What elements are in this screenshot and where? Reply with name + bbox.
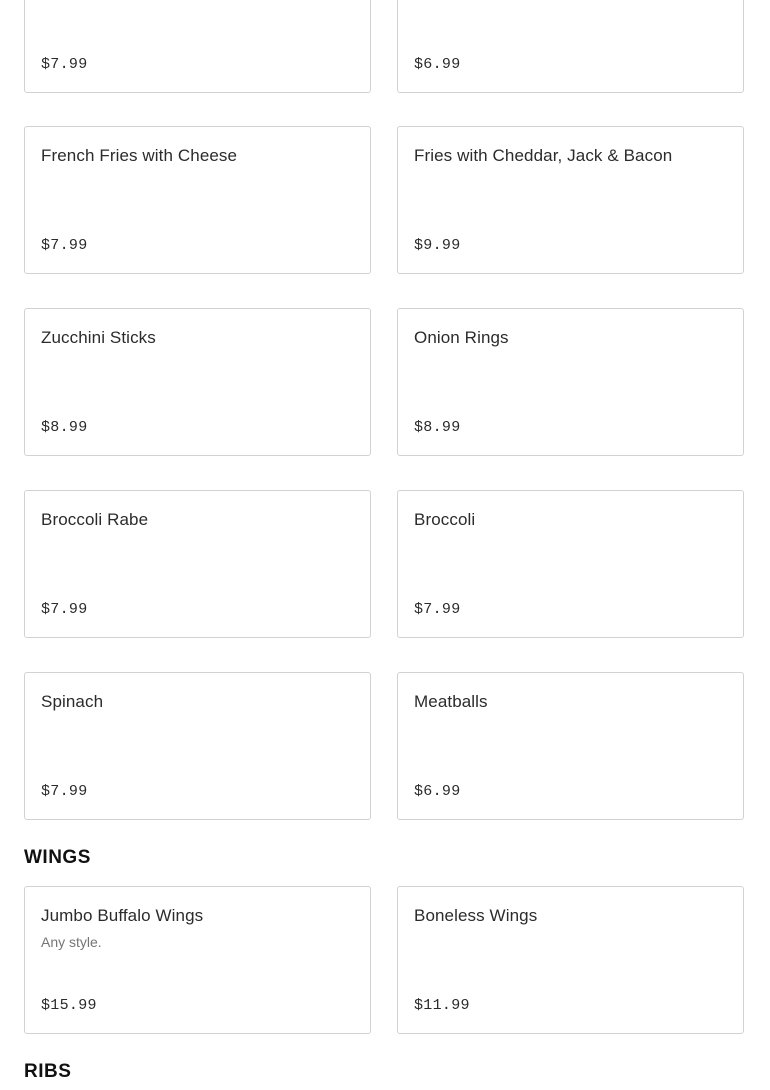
item-price: $6.99 xyxy=(414,783,461,800)
menu-item-card[interactable] xyxy=(397,886,744,1034)
item-name: Zucchini Sticks xyxy=(41,328,156,347)
menu-item-card[interactable] xyxy=(24,886,371,1034)
menu-item-card[interactable] xyxy=(397,490,744,638)
menu-item-card[interactable] xyxy=(24,490,371,638)
menu-item-card[interactable] xyxy=(397,126,744,274)
item-name: Jumbo Buffalo Wings xyxy=(41,906,204,925)
menu-item-card[interactable] xyxy=(24,126,371,274)
item-price: $6.99 xyxy=(414,56,461,73)
menu-item-card[interactable] xyxy=(397,308,744,456)
menu-item-card[interactable] xyxy=(24,672,371,820)
section-title-wings: WINGS xyxy=(24,847,91,868)
item-name: Broccoli Rabe xyxy=(41,510,149,529)
item-description: Any style. xyxy=(41,934,102,950)
item-name: Onion Rings xyxy=(414,328,509,347)
item-price: $7.99 xyxy=(41,601,88,618)
item-name: Boneless Wings xyxy=(414,906,538,925)
item-price: $8.99 xyxy=(41,419,88,436)
item-name: French Fries with Cheese xyxy=(41,146,238,165)
menu-item-card[interactable] xyxy=(397,672,744,820)
item-price: $11.99 xyxy=(414,997,470,1014)
item-name: Meatballs xyxy=(414,692,488,711)
item-name: Fries with Cheddar, Jack & Bacon xyxy=(414,146,673,165)
item-price: $15.99 xyxy=(41,997,97,1014)
menu-item-card[interactable] xyxy=(24,308,371,456)
menu-item-card[interactable] xyxy=(397,0,744,93)
item-price: $7.99 xyxy=(41,783,88,800)
item-price: $7.99 xyxy=(414,601,461,618)
item-price: $7.99 xyxy=(41,237,88,254)
item-name: Spinach xyxy=(41,692,104,711)
menu-item-card[interactable] xyxy=(24,0,371,93)
item-price: $8.99 xyxy=(414,419,461,436)
item-price: $7.99 xyxy=(41,56,88,73)
item-name: Broccoli xyxy=(414,510,476,529)
item-price: $9.99 xyxy=(414,237,461,254)
section-title-ribs: RIBS xyxy=(24,1061,72,1082)
